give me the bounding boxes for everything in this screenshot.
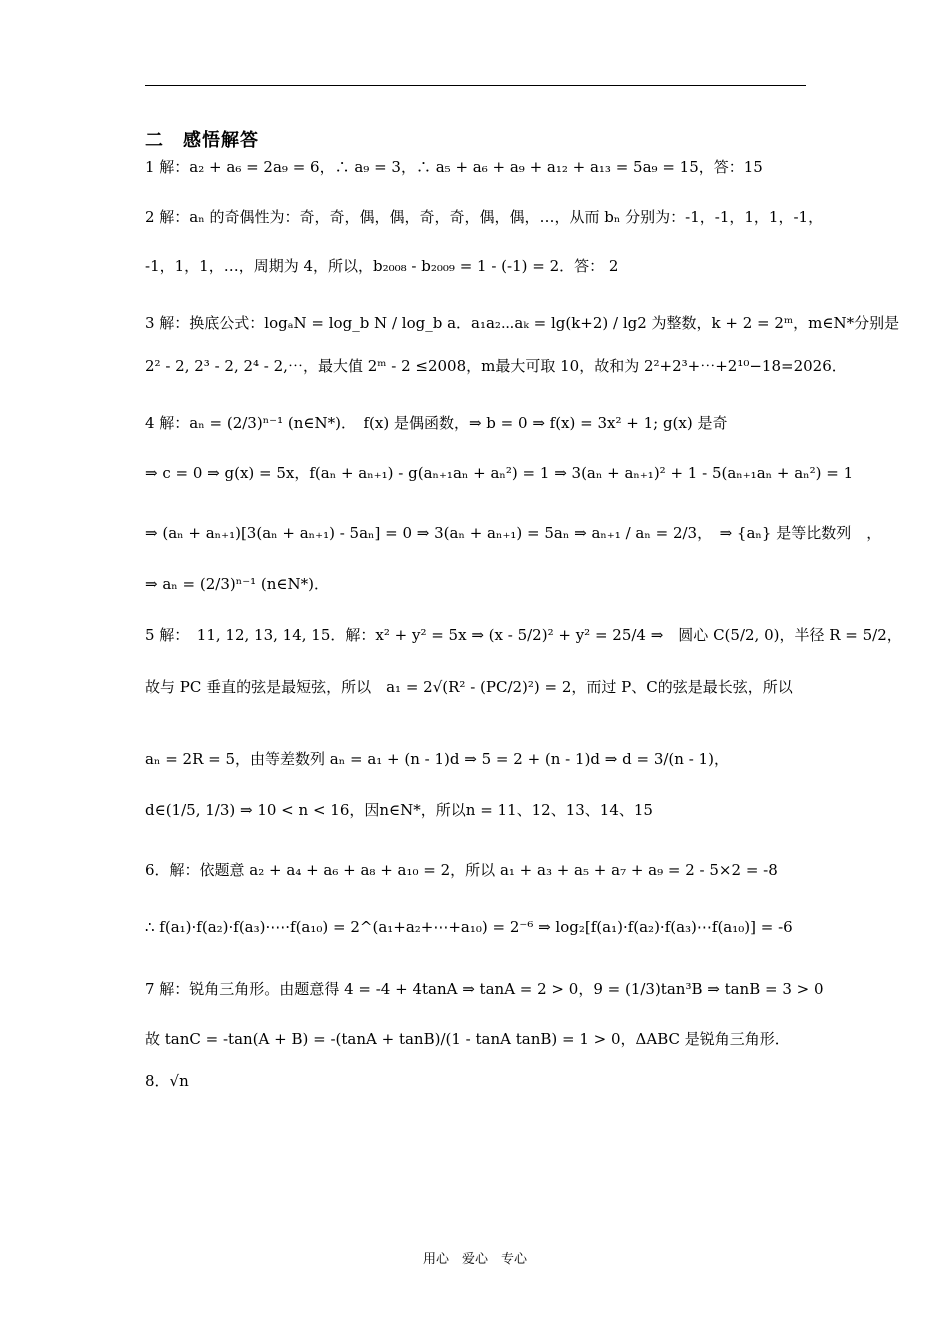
section-title: 二 感悟解答 [145, 130, 259, 151]
answer-line-9: ⇒ aₙ = (2/3)ⁿ⁻¹ (n∈N*)． [145, 575, 329, 593]
answer-line-1: 1 解：a₂ + a₆ = 2a₉ = 6，∴ a₉ = 3，∴ a₅ + a₆ + a₉ + a₁₂ + a₁₃ = 5a₉ = 15，答：15 [145, 158, 763, 176]
answer-line-3: -1，1，1，…，周期为 4，所以，b₂₀₀₈ - b₂₀₀₉ = 1 - (-1) = 2．答： 2 [145, 257, 619, 275]
answer-line-7: ⇒ c = 0 ⇒ g(x) = 5x，f(aₙ + aₙ₊₁) - g(aₙ₊₁aₙ + aₙ²) = 1 ⇒ 3(aₙ + aₙ₊₁)² + 1 - 5(aₙ₊₁aₙ + aₙ²) = 1 [145, 464, 854, 482]
answer-line-8: ⇒ (aₙ + aₙ₊₁)[3(aₙ + aₙ₊₁) - 5aₙ] = 0 ⇒ 3(aₙ + aₙ₊₁) = 5aₙ ⇒ aₙ₊₁ / aₙ = 2/3， ⇒ {aₙ} 是等比数列 ， [145, 524, 882, 542]
answer-line-18: 8．√n [145, 1072, 189, 1090]
answer-line-15: ∴ f(a₁)·f(a₂)·f(a₃)·⋯·f(a₁₀) = 2^(a₁+a₂+⋯+a₁₀) = 2⁻⁶ ⇒ log₂[f(a₁)·f(a₂)·f(a₃)⋯f(a₁₀)] = -6 [145, 918, 793, 936]
header-divider [145, 85, 806, 86]
page-footer: 用心 爱心 专心 [422, 1252, 527, 1267]
answer-line-16: 7 解：锐角三角形。由题意得 4 = -4 + 4tanA ⇒ tanA = 2 > 0，9 = (1/3)tan³B ⇒ tanB = 3 > 0 [145, 980, 824, 998]
answer-line-14: 6．解：依题意 a₂ + a₄ + a₆ + a₈ + a₁₀ = 2，所以 a₁ + a₃ + a₅ + a₇ + a₉ = 2 - 5×2 = -8 [145, 861, 778, 879]
answer-line-11: 故与 PC 垂直的弦是最短弦，所以 a₁ = 2√(R² - (PC/2)²) = 2，而过 P、C的弦是最长弦，所以 [145, 678, 793, 696]
answer-line-5: 2² - 2, 2³ - 2, 2⁴ - 2,⋯，最大值 2ᵐ - 2 ≤2008，m最大可取 10，故和为 2²+2³+⋯+2¹⁰−18=2026． [145, 357, 847, 375]
answer-line-4: 3 解：换底公式：logₐN = log_b N / log_b a．a₁a₂⋯aₖ = lg(k+2) / lg2 为整数，k + 2 = 2ᵐ，m∈N*分别是 [145, 314, 900, 332]
answer-line-17: 故 tanC = -tan(A + B) = -(tanA + tanB)/(1 - tanA tanB) = 1 > 0，ΔABC 是锐角三角形． [145, 1030, 790, 1048]
answer-line-13: d∈(1/5, 1/3) ⇒ 10 < n < 16，因n∈N*，所以n = 11、12、13、14、15 [145, 801, 653, 819]
answer-line-2: 2 解：aₙ 的奇偶性为：奇，奇，偶，偶，奇，奇，偶，偶，…，从而 bₙ 分别为：-1，-1，1，1，-1， [145, 208, 824, 226]
answer-line-10: 5 解： 11, 12, 13, 14, 15．解：x² + y² = 5x ⇒ (x - 5/2)² + y² = 25/4 ⇒ 圆心 C(5/2, 0)，半径 R = 5/2， [145, 626, 902, 644]
answer-line-6: 4 解：aₙ = (2/3)ⁿ⁻¹ (n∈N*)． f(x) 是偶函数，⇒ b = 0 ⇒ f(x) = 3x² + 1; g(x) 是奇 [145, 414, 728, 432]
answer-line-12: aₙ = 2R = 5，由等差数列 aₙ = a₁ + (n - 1)d ⇒ 5 = 2 + (n - 1)d ⇒ d = 3/(n - 1)， [145, 750, 729, 768]
